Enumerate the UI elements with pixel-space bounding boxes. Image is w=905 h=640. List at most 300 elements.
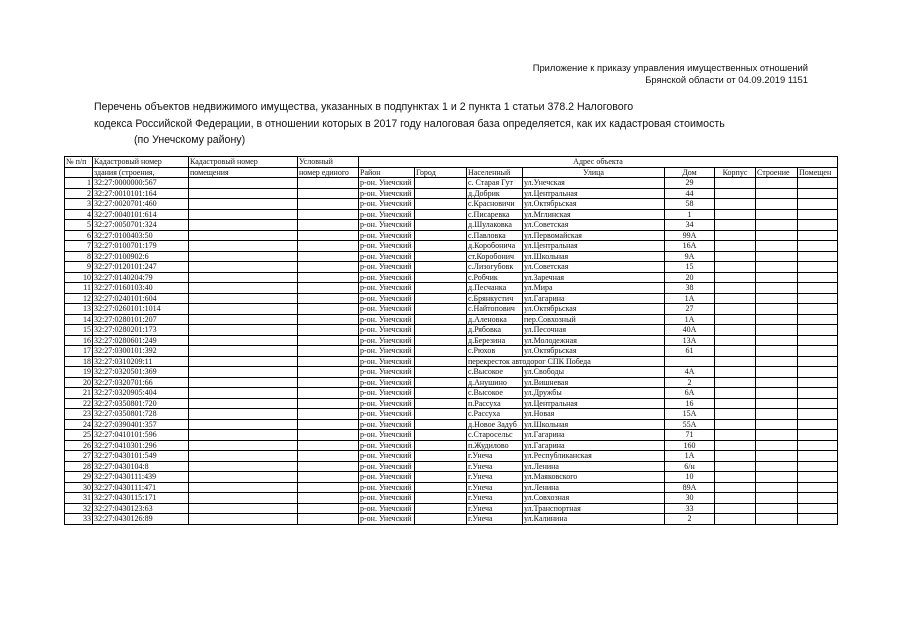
settlement: с.Брянкустич	[467, 293, 523, 304]
korpus	[715, 398, 756, 409]
table-row	[65, 388, 838, 399]
settlement: с.Найтопович	[467, 304, 523, 315]
table-row	[65, 283, 838, 294]
house: 9А	[665, 251, 715, 262]
district: р-он. Унечский	[359, 388, 415, 399]
table-header-row-1	[65, 157, 838, 168]
cadastral-number: 32:27:0010101:164	[93, 188, 189, 199]
korpus	[715, 283, 756, 294]
title-line-3: (по Унечскому району)	[134, 134, 246, 146]
table-row	[65, 335, 838, 346]
room-cadastral-number	[189, 451, 298, 462]
room-cadastral-number	[189, 220, 298, 231]
street: ул.Транспортная	[523, 503, 665, 514]
city	[415, 346, 467, 357]
settlement: с.Красновичи	[467, 199, 523, 210]
district: р-он. Унечский	[359, 409, 415, 420]
conditional-number	[298, 346, 359, 357]
building	[756, 188, 798, 199]
building	[756, 419, 798, 430]
conditional-number	[298, 440, 359, 451]
cadastral-number: 32:27:0160103:40	[93, 283, 189, 294]
table-row	[65, 356, 838, 367]
korpus	[715, 251, 756, 262]
korpus	[715, 293, 756, 304]
room-cadastral-number	[189, 335, 298, 346]
room	[798, 178, 838, 189]
district: р-он. Унечский	[359, 304, 415, 315]
street: ул.Гагарина	[523, 430, 665, 441]
district: р-он. Унечский	[359, 493, 415, 504]
room-cadastral-number	[189, 367, 298, 378]
district: р-он. Унечский	[359, 293, 415, 304]
street: ул.Маяковского	[523, 472, 665, 483]
title-line-1: Перечень объектов недвижимого имущества, указанных в подпунктах 1 и 2 пункта 1 статьи 378.2 Налогового	[94, 101, 634, 113]
city	[415, 209, 467, 220]
room-cadastral-number	[189, 178, 298, 189]
conditional-number	[298, 241, 359, 252]
city	[415, 472, 467, 483]
cadastral-number: 32:27:0410301:296	[93, 440, 189, 451]
row-number: 13	[65, 304, 93, 315]
city	[415, 503, 467, 514]
korpus	[715, 493, 756, 504]
house: 15А	[665, 409, 715, 420]
district: р-он. Унечский	[359, 356, 415, 367]
settlement: с.Лизогубовк	[467, 262, 523, 273]
cadastral-number: 32:27:0310209:11	[93, 356, 189, 367]
header-settlement: Населенный	[467, 167, 523, 178]
settlement: д.Коробонича	[467, 241, 523, 252]
header-cad-room-cont: помещения	[189, 167, 298, 178]
room-cadastral-number	[189, 304, 298, 315]
house: 30	[665, 493, 715, 504]
conditional-number	[298, 335, 359, 346]
header-num: № п/п	[65, 157, 93, 168]
cadastral-number: 32:27:0320701:66	[93, 377, 189, 388]
settlement: г.Унеча	[467, 503, 523, 514]
street: ул.Школьная	[523, 419, 665, 430]
house: 4А	[665, 367, 715, 378]
room-cadastral-number	[189, 388, 298, 399]
building	[756, 472, 798, 483]
cadastral-number: 32:27:0320501:369	[93, 367, 189, 378]
header-korpus: Корпус	[715, 167, 756, 178]
cadastral-number: 32:27:0280201:173	[93, 325, 189, 336]
table-header-row-2	[65, 167, 838, 178]
room-cadastral-number	[189, 503, 298, 514]
cadastral-number: 32:27:0050701:324	[93, 220, 189, 231]
district: р-он. Унечский	[359, 314, 415, 325]
room-cadastral-number	[189, 377, 298, 388]
header-house: Дом	[665, 167, 715, 178]
room	[798, 262, 838, 273]
district: р-он. Унечский	[359, 377, 415, 388]
row-number: 10	[65, 272, 93, 283]
room-cadastral-number	[189, 272, 298, 283]
building	[756, 503, 798, 514]
room	[798, 346, 838, 357]
house: 1А	[665, 451, 715, 462]
row-number: 8	[65, 251, 93, 262]
conditional-number	[298, 325, 359, 336]
city	[415, 461, 467, 472]
table-row	[65, 430, 838, 441]
korpus	[715, 325, 756, 336]
conditional-number	[298, 199, 359, 210]
table-row	[65, 251, 838, 262]
building	[756, 461, 798, 472]
settlement: д.Березина	[467, 335, 523, 346]
table-row	[65, 304, 838, 315]
city	[415, 367, 467, 378]
building	[756, 440, 798, 451]
district: р-он. Унечский	[359, 283, 415, 294]
table-row	[65, 461, 838, 472]
appendix-line-2: Брянской области от 04.09.2019 1151	[645, 74, 808, 85]
cadastral-number: 32:27:0430104:8	[93, 461, 189, 472]
table-row	[65, 178, 838, 189]
room	[798, 398, 838, 409]
house	[665, 356, 715, 367]
street: ул.Совхозная	[523, 493, 665, 504]
building	[756, 262, 798, 273]
house: 1А	[665, 293, 715, 304]
settlement: с.Высокое	[467, 388, 523, 399]
korpus	[715, 304, 756, 315]
table-row	[65, 398, 838, 409]
building	[756, 325, 798, 336]
korpus	[715, 367, 756, 378]
room-cadastral-number	[189, 251, 298, 262]
korpus	[715, 440, 756, 451]
district: р-он. Унечский	[359, 461, 415, 472]
conditional-number	[298, 262, 359, 273]
settlement: ст.Коробонич	[467, 251, 523, 262]
house: 160	[665, 440, 715, 451]
settlement: с.Робчик	[467, 272, 523, 283]
row-number: 16	[65, 335, 93, 346]
row-number: 6	[65, 230, 93, 241]
cadastral-number: 32:27:0120101:247	[93, 262, 189, 273]
district: р-он. Унечский	[359, 251, 415, 262]
header-building: Строение	[756, 167, 798, 178]
room	[798, 451, 838, 462]
district: р-он. Унечский	[359, 220, 415, 231]
korpus	[715, 388, 756, 399]
city	[415, 482, 467, 493]
table-row	[65, 482, 838, 493]
room	[798, 419, 838, 430]
district: р-он. Унечский	[359, 178, 415, 189]
street: ул.Первомайская	[523, 230, 665, 241]
row-number: 12	[65, 293, 93, 304]
building	[756, 283, 798, 294]
cadastral-number: 32:27:0280601:249	[93, 335, 189, 346]
street: ул.Советская	[523, 220, 665, 231]
street: ул.Унечская	[523, 178, 665, 189]
house: 38	[665, 283, 715, 294]
room-cadastral-number	[189, 314, 298, 325]
settlement: с.Рассуха	[467, 409, 523, 420]
conditional-number	[298, 503, 359, 514]
street: ул.Ленина	[523, 461, 665, 472]
cadastral-number: 32:27:0100701:179	[93, 241, 189, 252]
room	[798, 367, 838, 378]
korpus	[715, 461, 756, 472]
cadastral-number: 32:27:0300101:392	[93, 346, 189, 357]
conditional-number	[298, 209, 359, 220]
header-street: Улица	[523, 167, 665, 178]
room-cadastral-number	[189, 514, 298, 525]
table-row	[65, 367, 838, 378]
settlement: с.Павловка	[467, 230, 523, 241]
street: ул.Молодежная	[523, 335, 665, 346]
room	[798, 335, 838, 346]
building	[756, 398, 798, 409]
city	[415, 409, 467, 420]
settlement: д.Добрик	[467, 188, 523, 199]
korpus	[715, 514, 756, 525]
conditional-number	[298, 388, 359, 399]
district: р-он. Унечский	[359, 241, 415, 252]
building	[756, 482, 798, 493]
room-cadastral-number	[189, 199, 298, 210]
korpus	[715, 430, 756, 441]
table-row	[65, 220, 838, 231]
house: 6А	[665, 388, 715, 399]
row-number: 9	[65, 262, 93, 273]
street: ул.Школьная	[523, 251, 665, 262]
cadastral-number: 32:27:0410101:596	[93, 430, 189, 441]
conditional-number	[298, 377, 359, 388]
settlement: с.Писаревка	[467, 209, 523, 220]
table-body	[65, 178, 838, 525]
city	[415, 314, 467, 325]
building	[756, 272, 798, 283]
room-cadastral-number	[189, 493, 298, 504]
cadastral-number: 32:27:0280101:207	[93, 314, 189, 325]
house: 34	[665, 220, 715, 231]
room-cadastral-number	[189, 209, 298, 220]
korpus	[715, 272, 756, 283]
district: р-он. Унечский	[359, 451, 415, 462]
row-number: 21	[65, 388, 93, 399]
conditional-number	[298, 482, 359, 493]
row-number: 30	[65, 482, 93, 493]
room-cadastral-number	[189, 325, 298, 336]
city	[415, 188, 467, 199]
korpus	[715, 335, 756, 346]
building	[756, 220, 798, 231]
room	[798, 514, 838, 525]
district: р-он. Унечский	[359, 430, 415, 441]
korpus	[715, 241, 756, 252]
house: 2	[665, 377, 715, 388]
room	[798, 314, 838, 325]
settlement: с. Старая Гут	[467, 178, 523, 189]
table-row	[65, 293, 838, 304]
korpus	[715, 419, 756, 430]
building	[756, 304, 798, 315]
table-row	[65, 409, 838, 420]
district: р-он. Унечский	[359, 199, 415, 210]
cadastral-number: 32:27:0000000:567	[93, 178, 189, 189]
table-row	[65, 230, 838, 241]
room-cadastral-number	[189, 419, 298, 430]
district: р-он. Унечский	[359, 325, 415, 336]
conditional-number	[298, 451, 359, 462]
city	[415, 514, 467, 525]
header-conditional-cont: номер единого	[298, 167, 359, 178]
building	[756, 356, 798, 367]
row-number: 15	[65, 325, 93, 336]
header-cad-building-cont: здания (строения,	[93, 167, 189, 178]
city	[415, 430, 467, 441]
conditional-number	[298, 430, 359, 441]
row-number: 4	[65, 209, 93, 220]
city	[415, 199, 467, 210]
house: 55А	[665, 419, 715, 430]
room	[798, 272, 838, 283]
cadastral-number: 32:27:0430101:549	[93, 451, 189, 462]
room-cadastral-number	[189, 482, 298, 493]
street: ул.Центральная	[523, 188, 665, 199]
row-number: 23	[65, 409, 93, 420]
district: р-он. Унечский	[359, 335, 415, 346]
conditional-number	[298, 283, 359, 294]
street: ул.Мира	[523, 283, 665, 294]
table-row	[65, 451, 838, 462]
conditional-number	[298, 293, 359, 304]
row-number: 3	[65, 199, 93, 210]
korpus	[715, 178, 756, 189]
street: ул.Мглинская	[523, 209, 665, 220]
conditional-number	[298, 304, 359, 315]
district: р-он. Унечский	[359, 346, 415, 357]
korpus	[715, 451, 756, 462]
row-number: 2	[65, 188, 93, 199]
district: р-он. Унечский	[359, 419, 415, 430]
house: 99А	[665, 230, 715, 241]
cadastral-number: 32:27:0020701:460	[93, 199, 189, 210]
city	[415, 272, 467, 283]
row-number: 26	[65, 440, 93, 451]
table-row	[65, 346, 838, 357]
street: ул.Песочная	[523, 325, 665, 336]
room	[798, 251, 838, 262]
street: ул.Ленина	[523, 482, 665, 493]
city	[415, 241, 467, 252]
settlement: г.Унеча	[467, 451, 523, 462]
district: р-он. Унечский	[359, 503, 415, 514]
settlement: п.Жудилово	[467, 440, 523, 451]
house: 40А	[665, 325, 715, 336]
city	[415, 398, 467, 409]
conditional-number	[298, 409, 359, 420]
house: 1А	[665, 314, 715, 325]
cadastral-number: 32:27:0430111:439	[93, 472, 189, 483]
house: 6/н	[665, 461, 715, 472]
house: 16А	[665, 241, 715, 252]
room-cadastral-number	[189, 262, 298, 273]
city	[415, 293, 467, 304]
room	[798, 188, 838, 199]
room	[798, 440, 838, 451]
room-cadastral-number	[189, 398, 298, 409]
conditional-number	[298, 398, 359, 409]
row-number: 32	[65, 503, 93, 514]
room-cadastral-number	[189, 440, 298, 451]
cadastral-number: 32:27:0320905:404	[93, 388, 189, 399]
room	[798, 493, 838, 504]
table-row	[65, 241, 838, 252]
title-line-2: кодекса Российской Федерации, в отношении которых в 2017 году налоговая база определяется, как их кадастровая стоимость	[94, 117, 725, 130]
row-number: 24	[65, 419, 93, 430]
settlement: г.Унеча	[467, 493, 523, 504]
header-room: Помещен	[798, 167, 838, 178]
settlement: д.Песчанка	[467, 283, 523, 294]
room-cadastral-number	[189, 409, 298, 420]
cadastral-number: 32:27:0390401:357	[93, 419, 189, 430]
conditional-number	[298, 314, 359, 325]
street: ул.Советская	[523, 262, 665, 273]
street: ул.Свободы	[523, 367, 665, 378]
street: ул.Октябрьская	[523, 346, 665, 357]
conditional-number	[298, 251, 359, 262]
table-row	[65, 440, 838, 451]
building	[756, 430, 798, 441]
street: ул.Заречная	[523, 272, 665, 283]
house: 33	[665, 503, 715, 514]
room	[798, 430, 838, 441]
room-cadastral-number	[189, 293, 298, 304]
table-row	[65, 493, 838, 504]
korpus	[715, 409, 756, 420]
street: ул.Дружбы	[523, 388, 665, 399]
korpus	[715, 377, 756, 388]
cadastral-number: 32:27:0430123:63	[93, 503, 189, 514]
room	[798, 377, 838, 388]
street: ул.Центральная	[523, 398, 665, 409]
room	[798, 304, 838, 315]
city	[415, 388, 467, 399]
street: ул.Вишневая	[523, 377, 665, 388]
cadastral-number: 32:27:0430111:471	[93, 482, 189, 493]
conditional-number	[298, 514, 359, 525]
room	[798, 283, 838, 294]
cadastral-number: 32:27:0100902:6	[93, 251, 189, 262]
table-row	[65, 209, 838, 220]
city	[415, 230, 467, 241]
district: р-он. Унечский	[359, 209, 415, 220]
room	[798, 220, 838, 231]
cadastral-number: 32:27:0260101:1014	[93, 304, 189, 315]
settlement: с.Старосельс	[467, 430, 523, 441]
city	[415, 419, 467, 430]
cadastral-number: 32:27:0350801:720	[93, 398, 189, 409]
korpus	[715, 503, 756, 514]
city	[415, 356, 467, 367]
city	[415, 262, 467, 273]
building	[756, 230, 798, 241]
city	[415, 377, 467, 388]
korpus	[715, 209, 756, 220]
row-number: 19	[65, 367, 93, 378]
table-row	[65, 262, 838, 273]
district: р-он. Унечский	[359, 440, 415, 451]
table-row	[65, 272, 838, 283]
